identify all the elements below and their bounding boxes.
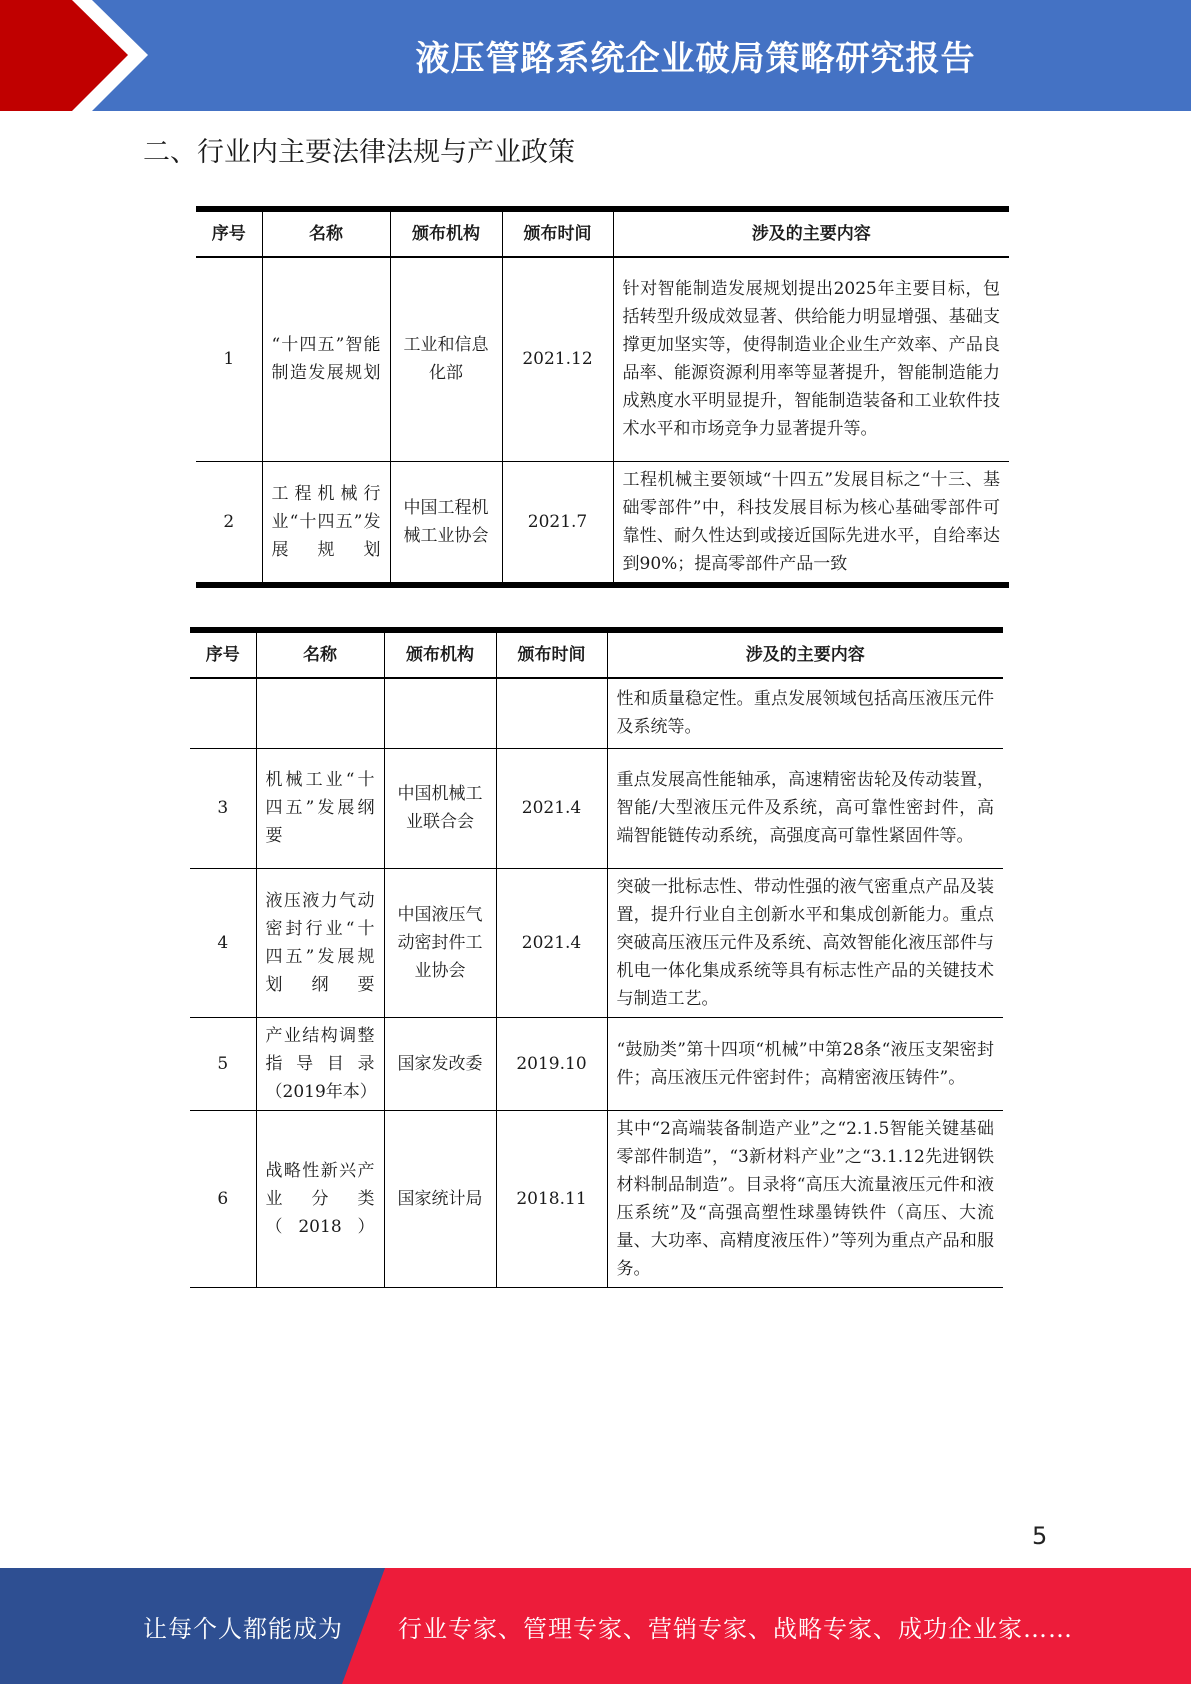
header-arrow-decoration [0,0,160,111]
footer-slogan-right: 行业专家、管理专家、营销专家、战略专家、成功企业家…… [398,1614,1073,1643]
row-org: 中国液压气动密封件工业协会 [384,868,496,1017]
table-row [190,868,1003,1017]
row-date: 2021.7 [502,461,613,585]
table-row [190,678,1003,748]
row-date [496,678,607,748]
row-name: “十四五”智能制造发展规划 [262,257,390,461]
row-name [256,678,384,748]
header-date: 颁布时间 [496,630,607,678]
table-row [196,257,1009,461]
page-number: 5 [1032,1522,1048,1550]
row-org: 工业和信息化部 [390,257,502,461]
row-no: 6 [190,1110,256,1287]
header-content: 涉及的主要内容 [613,209,1009,257]
row-no: 4 [190,868,256,1017]
row-org [384,678,496,748]
row-content: 针对智能制造发展规划提出2025年主要目标，包括转型升级成效显著、供给能力明显增强、基础支撑更加坚实等，使得制造业企业生产效率、产品良品率、能源资源利用率等显著提升，智能制造能力成熟度水平明显提升，智能制造装备和工业软件技术水平和市场竞争力显著提升等。 [613,257,1009,461]
row-name: 战略性新兴产业分类（2018） [256,1110,384,1287]
row-org: 国家统计局 [384,1110,496,1287]
row-org: 中国工程机械工业协会 [390,461,502,585]
table-header-row [190,630,1003,678]
header-no: 序号 [196,209,262,257]
row-content: 其中“2高端装备制造产业”之“2.1.5智能关键基础零部件制造”，“3新材料产业”之“3.1.12先进钢铁材料制品制造”。目录将“高压大流量液压元件和液压系统”及“高强高塑性球墨铸铁件（高压、大流量、大功率、高精度液压件）”等列为重点产品和服务。 [607,1110,1003,1287]
header-org: 颁布机构 [384,630,496,678]
row-no: 2 [196,461,262,585]
footer-slogan-left: 让每个人都能成为 [143,1614,343,1643]
row-content: 性和质量稳定性。重点发展领域包括高压液压元件及系统等。 [607,678,1003,748]
row-content: 突破一批标志性、带动性强的液气密重点产品及装置，提升行业自主创新水平和集成创新能力。重点突破高压液压元件及系统、高效智能化液压部件与机电一体化集成系统等具有标志性产品的关键技术与制造工艺。 [607,868,1003,1017]
row-date: 2021.4 [496,868,607,1017]
header-date: 颁布时间 [502,209,613,257]
row-date: 2018.11 [496,1110,607,1287]
row-name: 液压液力气动密封行业“十四五”发展规划纲要 [256,868,384,1017]
header-no: 序号 [190,630,256,678]
row-date: 2021.12 [502,257,613,461]
table-row [196,461,1009,585]
row-name: 工程机械行业“十四五”发展规划 [262,461,390,585]
row-no: 5 [190,1017,256,1110]
row-date: 2019.10 [496,1017,607,1110]
row-name: 产业结构调整指导目录（2019年本） [256,1017,384,1110]
table-row [190,1110,1003,1287]
row-content: 工程机械主要领域“十四五”发展目标之“十三、基础零部件”中，科技发展目标为核心基础零部件可靠性、耐久性达到或接近国际先进水平，自给率达到90%；提高零部件产品一致 [613,461,1009,585]
header-name: 名称 [256,630,384,678]
report-title: 液压管路系统企业破局策略研究报告 [415,39,976,79]
table-header-row [196,209,1009,257]
footer-banner [0,1568,1191,1684]
header-org: 颁布机构 [390,209,502,257]
row-content: “鼓励类”第十四项“机械”中第28条“液压支架密封件；高压液压元件密封件；高精密液压铸件”。 [607,1017,1003,1110]
header-name: 名称 [262,209,390,257]
row-org: 中国机械工业联合会 [384,748,496,868]
table-row [190,1017,1003,1110]
header-content: 涉及的主要内容 [607,630,1003,678]
row-no [190,678,256,748]
row-org: 国家发改委 [384,1017,496,1110]
table-row [190,748,1003,868]
header-banner [0,0,1191,111]
row-content: 重点发展高性能轴承，高速精密齿轮及传动装置，智能/大型液压元件及系统，高可靠性密封件，高端智能链传动系统，高强度高可靠性紧固件等。 [607,748,1003,868]
row-no: 1 [196,257,262,461]
policy-table-part-2 [190,627,1003,1288]
policy-table-part-1 [196,206,1009,588]
section-heading: 二、行业内主要法律法规与产业政策 [143,137,575,168]
row-date: 2021.4 [496,748,607,868]
row-name: 机械工业“十四五”发展纲要 [256,748,384,868]
row-no: 3 [190,748,256,868]
